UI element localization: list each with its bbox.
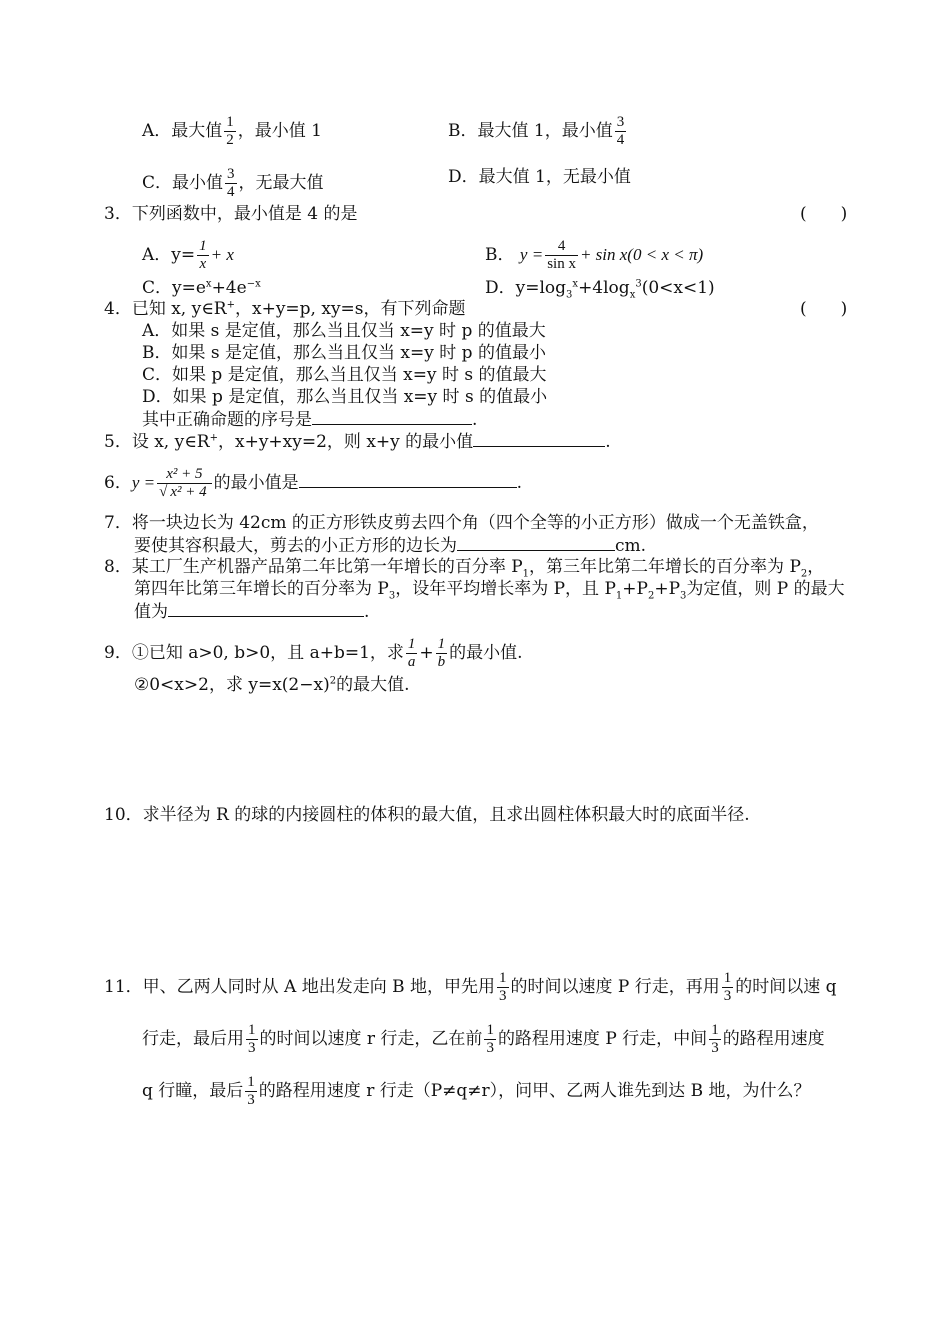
q3-stem: 3．下列函数中，最小值是 4 的是	[104, 204, 358, 224]
q2-option-d: D．最大值 1，无最小值	[448, 167, 631, 187]
fraction: $\frac{3}{4}$	[616, 114, 625, 148]
q2-option-b: B．最大值 1，最小值 $\frac{3}{4}$	[448, 114, 625, 148]
q3-option-d: D．$y=\log_3^x+4\log_x^3(0<x<1)$	[485, 278, 715, 301]
fraction: $\frac{1}{x}$	[199, 238, 207, 272]
q8-line2: 第四年比第三年增长的百分率为 $P_3$，设年平均增长率为 P，且 $P_1+P_2+P_3$为定值，则 P 的最大	[134, 579, 845, 602]
q7-line2: 要使其容积最大，剪去的小正方形的边长为 cm.	[134, 536, 647, 556]
q3-option-b: B． y = $\frac{4}{\text{sin x}}$ + sin x(0 < x < π)	[485, 238, 704, 272]
q8-line3: 值为 .	[134, 602, 370, 622]
fraction: $\frac{\text{x² + 5}}{\text{√ x² + 4}}$	[157, 466, 212, 501]
fraction: $\frac{1}{a}$	[407, 636, 416, 670]
fraction: $\frac{1}{b}$	[437, 636, 446, 670]
answer-blank[interactable]	[299, 471, 517, 488]
q7-line1: 7．将一块边长为 42cm 的正方形铁皮剪去四个角（四个全等的小正方形）做成一个无盖铁盒，	[104, 513, 819, 533]
fraction: $\frac{4}{\text{sin x}}$	[547, 238, 576, 272]
q11-line2: 行走，最后用 $\frac{1}{3}$ 的时间以速度 r 行走，乙在前 $\frac{1}{3}$ 的路程用速度 P 行走，中间 $\frac{1}{3}$ 的路程用速度	[142, 1022, 825, 1056]
q9-part2: ②0<x>2，求 $y=x(2-x)^2$的最大值.	[134, 675, 410, 695]
q6: 6．y = $\frac{\text{x² + 5}}{\text{√ x² + 4}}$ 的最小值是 .	[104, 466, 523, 501]
q3-answer-paren: ( )	[800, 204, 848, 224]
q3-option-c: C．$y=e^x+4e^{-x}$	[142, 278, 261, 298]
q4-answer-line: 其中正确命题的序号是 .	[142, 410, 478, 430]
answer-blank[interactable]	[168, 600, 364, 617]
q2-option-c: C．最小值 $\frac{3}{4}$ ，无最大值	[142, 166, 324, 200]
q9-part1: 9．①已知 a>0, b>0，且 a+b=1，求 $\frac{1}{a}$ + $\frac{1}{b}$ 的最小值.	[104, 636, 523, 670]
fraction: $\frac{1}{3}$	[711, 1022, 719, 1056]
q4-option-d: D．如果 p 是定值，那么当且仅当 x=y 时 s 的值最小	[142, 387, 548, 407]
fraction: $\frac{1}{3}$	[486, 1022, 494, 1056]
fraction: $\frac{3}{4}$	[227, 166, 235, 200]
q8-line1: 8．某工厂生产机器产品第二年比第一年增长的百分率 $P_1$，第三年比第二年增长的百分率为 $P_2$，	[104, 557, 825, 580]
fraction: $\frac{1}{3}$	[723, 970, 732, 1004]
fraction: $\frac{1}{2}$	[226, 114, 234, 148]
q4-option-c: C．如果 p 是定值，那么当且仅当 x=y 时 s 的值最大	[142, 365, 547, 385]
fraction: $\frac{1}{3}$	[247, 1074, 255, 1108]
q3-option-a: A．y= $\frac{1}{x}$ + x	[142, 238, 234, 272]
fraction: $\frac{1}{3}$	[499, 970, 507, 1004]
answer-blank[interactable]	[473, 430, 605, 447]
sqrt-sign: √	[159, 484, 168, 500]
q4-option-b: B．如果 s 是定值，那么当且仅当 x=y 时 p 的值最小	[142, 343, 546, 363]
q4-answer-paren: ( )	[800, 299, 848, 319]
answer-blank[interactable]	[457, 534, 615, 551]
q10: 10．求半径为 R 的球的内接圆柱的体积的最大值，且求出圆柱体积最大时的底面半径.	[104, 805, 750, 825]
q4-option-a: A．如果 s 是定值，那么当且仅当 x=y 时 p 的值最大	[142, 321, 546, 341]
q4-stem: 4．已知 x, y∈R+，x+y=p, xy=s，有下列命题	[104, 299, 466, 319]
q2-option-a: A．最大值 $\frac{1}{2}$ ，最小值 1	[142, 114, 323, 148]
answer-blank[interactable]	[312, 408, 472, 425]
q11-line1: 11．甲、乙两人同时从 A 地出发走向 B 地，甲先用 $\frac{1}{3}$ 的时间以速度 P 行走，再用 $\frac{1}{3}$ 的时间以速 q	[104, 970, 837, 1004]
q5: 5．设 x, y∈R+，x+y+xy=2，则 x+y 的最小值 .	[104, 432, 611, 452]
q11-line3: q 行瞳，最后 $\frac{1}{3}$ 的路程用速度 r 行走（P≠q≠r），问甲、乙两人谁先到达 B 地，为什么？	[142, 1074, 811, 1108]
fraction: $\frac{1}{3}$	[248, 1022, 256, 1056]
